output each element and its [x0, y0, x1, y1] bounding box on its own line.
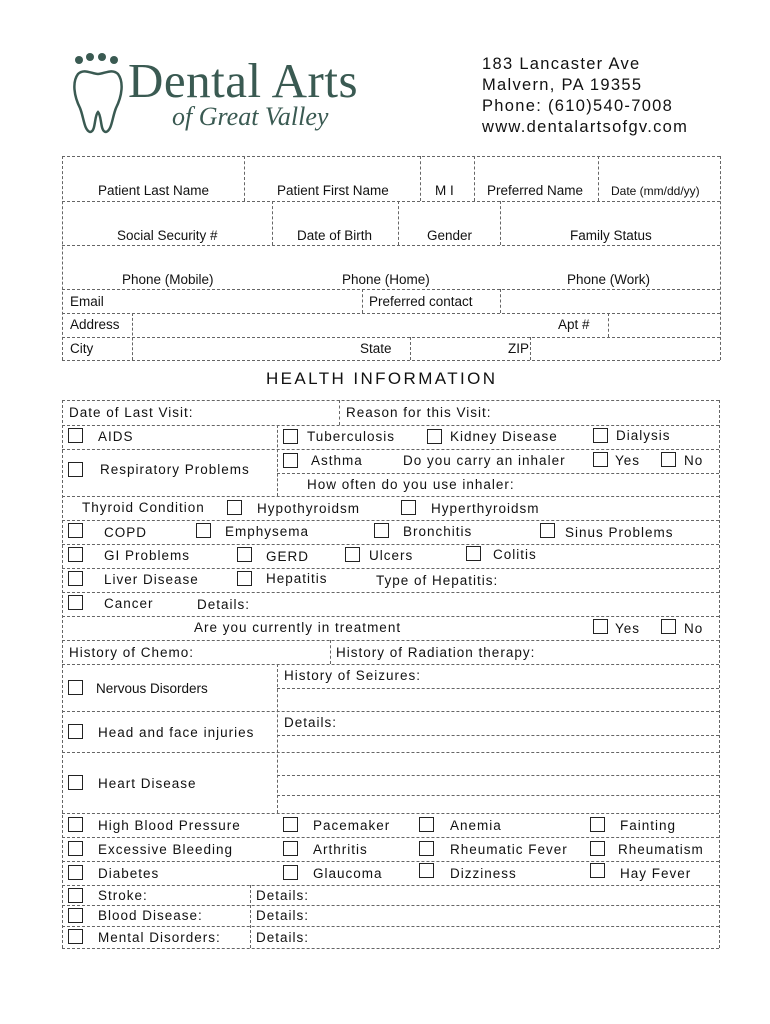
state-label: State — [360, 341, 392, 356]
dizziness-checkbox[interactable] — [419, 863, 434, 878]
stroke-checkbox[interactable] — [68, 888, 83, 903]
family-status-label: Family Status — [570, 228, 652, 243]
kidney-disease-label: Kidney Disease — [450, 429, 558, 444]
bronchitis-label: Bronchitis — [403, 524, 473, 539]
first-name-label: Patient First Name — [277, 183, 389, 198]
aids-label: AIDS — [98, 429, 134, 444]
inhaler-no-label: No — [684, 453, 704, 468]
ulcers-label: Ulcers — [369, 548, 414, 563]
asthma-label: Asthma — [311, 453, 363, 468]
phone-mobile-label: Phone (Mobile) — [122, 272, 214, 287]
hypothyroidism-label: Hypothyroidsm — [257, 501, 361, 516]
address-phone: Phone: (610)540-7008 — [482, 97, 674, 115]
treatment-no-label: No — [684, 621, 704, 636]
logo-subtitle: of Great Valley — [172, 102, 329, 131]
treatment-yes-checkbox[interactable] — [593, 619, 608, 634]
ulcers-checkbox[interactable] — [345, 547, 360, 562]
cancer-label: Cancer — [104, 596, 154, 611]
health-information-heading: HEALTH INFORMATION — [266, 369, 498, 388]
thyroid-label: Thyroid Condition — [82, 500, 205, 515]
copd-label: COPD — [104, 525, 148, 540]
blood-details-label: Details: — [256, 908, 310, 923]
treatment-yes-label: Yes — [615, 621, 641, 636]
zip-label: ZIP — [508, 341, 530, 356]
head-face-injuries-checkbox[interactable] — [68, 724, 83, 739]
hypothyroidism-checkbox[interactable] — [227, 500, 242, 515]
city-label: City — [70, 341, 94, 356]
kidney-disease-checkbox[interactable] — [427, 429, 442, 444]
tooth-logo-icon — [70, 52, 126, 136]
glaucoma-label: Glaucoma — [313, 866, 383, 881]
anemia-label: Anemia — [450, 818, 502, 833]
high-blood-pressure-label: High Blood Pressure — [98, 818, 241, 833]
reason-visit-label: Reason for this Visit: — [346, 405, 492, 420]
tuberculosis-label: Tuberculosis — [307, 429, 396, 444]
dialysis-checkbox[interactable] — [593, 428, 608, 443]
arthritis-label: Arthritis — [313, 842, 368, 857]
date-label: Date (mm/dd/yy) — [611, 184, 700, 198]
arthritis-checkbox[interactable] — [283, 841, 298, 856]
dizziness-label: Dizziness — [450, 866, 517, 881]
inhaler-frequency-label: How often do you use inhaler: — [307, 477, 515, 492]
inhaler-yes-label: Yes — [615, 453, 641, 468]
cancer-checkbox[interactable] — [68, 595, 83, 610]
address-city: Malvern, PA 19355 — [482, 76, 643, 94]
rheumatism-label: Rheumatism — [618, 842, 704, 857]
dob-label: Date of Birth — [297, 228, 373, 243]
dialysis-label: Dialysis — [616, 428, 671, 443]
inhaler-question: Do you carry an inhaler — [403, 453, 566, 468]
rheumatic-fever-checkbox[interactable] — [419, 841, 434, 856]
gi-problems-label: GI Problems — [104, 548, 191, 563]
gerd-label: GERD — [266, 549, 310, 564]
address-website: www.dentalartsofgv.com — [482, 118, 689, 136]
heart-disease-label: Heart Disease — [98, 776, 197, 791]
middle-initial-label: M I — [435, 183, 454, 198]
high-blood-pressure-checkbox[interactable] — [68, 817, 83, 832]
ssn-label: Social Security # — [117, 228, 218, 243]
excessive-bleeding-label: Excessive Bleeding — [98, 842, 234, 857]
head-face-injuries-label: Head and face injuries — [98, 725, 255, 740]
treatment-no-checkbox[interactable] — [661, 619, 676, 634]
emphysema-checkbox[interactable] — [196, 523, 211, 538]
stroke-details-label: Details: — [256, 888, 310, 903]
hepatitis-type-label: Type of Hepatitis: — [376, 573, 499, 588]
nervous-disorders-checkbox[interactable] — [68, 680, 83, 695]
last-name-label: Patient Last Name — [98, 183, 210, 198]
pacemaker-checkbox[interactable] — [283, 817, 298, 832]
hay-fever-label: Hay Fever — [620, 866, 692, 881]
mental-details-label: Details: — [256, 930, 310, 945]
gender-label: Gender — [427, 228, 473, 243]
inhaler-no-checkbox[interactable] — [661, 452, 676, 467]
diabetes-checkbox[interactable] — [68, 865, 83, 880]
hyperthyroidism-label: Hyperthyroidsm — [431, 501, 540, 516]
sinus-checkbox[interactable] — [540, 523, 555, 538]
copd-checkbox[interactable] — [68, 523, 83, 538]
address-label: Address — [70, 317, 120, 332]
address-street: 183 Lancaster Ave — [482, 55, 641, 73]
excessive-bleeding-checkbox[interactable] — [68, 841, 83, 856]
sinus-label: Sinus Problems — [565, 525, 674, 540]
inhaler-yes-checkbox[interactable] — [593, 452, 608, 467]
stroke-label: Stroke: — [98, 888, 148, 903]
hepatitis-label: Hepatitis — [266, 571, 328, 586]
blood-disease-label: Blood Disease: — [98, 908, 203, 923]
blood-disease-checkbox[interactable] — [68, 908, 83, 923]
nervous-disorders-label: Nervous Disorders — [96, 681, 208, 696]
mental-disorders-label: Mental Disorders: — [98, 930, 221, 945]
chemo-label: History of Chemo: — [69, 645, 195, 660]
rheumatism-checkbox[interactable] — [590, 841, 605, 856]
liver-disease-checkbox[interactable] — [68, 571, 83, 586]
logo-title: Dental Arts — [128, 53, 359, 108]
email-label: Email — [70, 294, 104, 309]
seizures-label: History of Seizures: — [284, 668, 422, 683]
liver-disease-label: Liver Disease — [104, 572, 199, 587]
hay-fever-checkbox[interactable] — [590, 863, 605, 878]
asthma-checkbox[interactable] — [283, 453, 298, 468]
rheumatic-fever-label: Rheumatic Fever — [450, 842, 568, 857]
gerd-checkbox[interactable] — [237, 547, 252, 562]
pacemaker-label: Pacemaker — [313, 818, 391, 833]
colitis-label: Colitis — [493, 547, 537, 562]
hyperthyroidism-checkbox[interactable] — [401, 500, 416, 515]
heart-disease-checkbox[interactable] — [68, 775, 83, 790]
last-visit-label: Date of Last Visit: — [69, 405, 194, 420]
tuberculosis-checkbox[interactable] — [283, 429, 298, 444]
preferred-name-label: Preferred Name — [487, 183, 584, 198]
cancer-details-label: Details: — [197, 597, 251, 612]
aids-checkbox[interactable] — [68, 428, 83, 443]
glaucoma-checkbox[interactable] — [283, 865, 298, 880]
bronchitis-checkbox[interactable] — [374, 523, 389, 538]
anemia-checkbox[interactable] — [419, 817, 434, 832]
radiation-label: History of Radiation therapy: — [336, 645, 536, 660]
apt-label: Apt # — [558, 317, 590, 332]
practice-address — [482, 54, 688, 138]
fainting-checkbox[interactable] — [590, 817, 605, 832]
emphysema-label: Emphysema — [225, 524, 310, 539]
phone-work-label: Phone (Work) — [567, 272, 651, 287]
diabetes-label: Diabetes — [98, 866, 160, 881]
mental-disorders-checkbox[interactable] — [68, 929, 83, 944]
treatment-question: Are you currently in treatment — [194, 620, 402, 635]
hepatitis-checkbox[interactable] — [237, 571, 252, 586]
seizure-details-label: Details: — [284, 715, 338, 730]
gi-problems-checkbox[interactable] — [68, 547, 83, 562]
preferred-contact-label: Preferred contact — [369, 294, 473, 309]
fainting-label: Fainting — [620, 818, 677, 833]
respiratory-label: Respiratory Problems — [100, 462, 250, 477]
phone-home-label: Phone (Home) — [342, 272, 430, 287]
respiratory-checkbox[interactable] — [68, 462, 83, 477]
colitis-checkbox[interactable] — [466, 546, 481, 561]
